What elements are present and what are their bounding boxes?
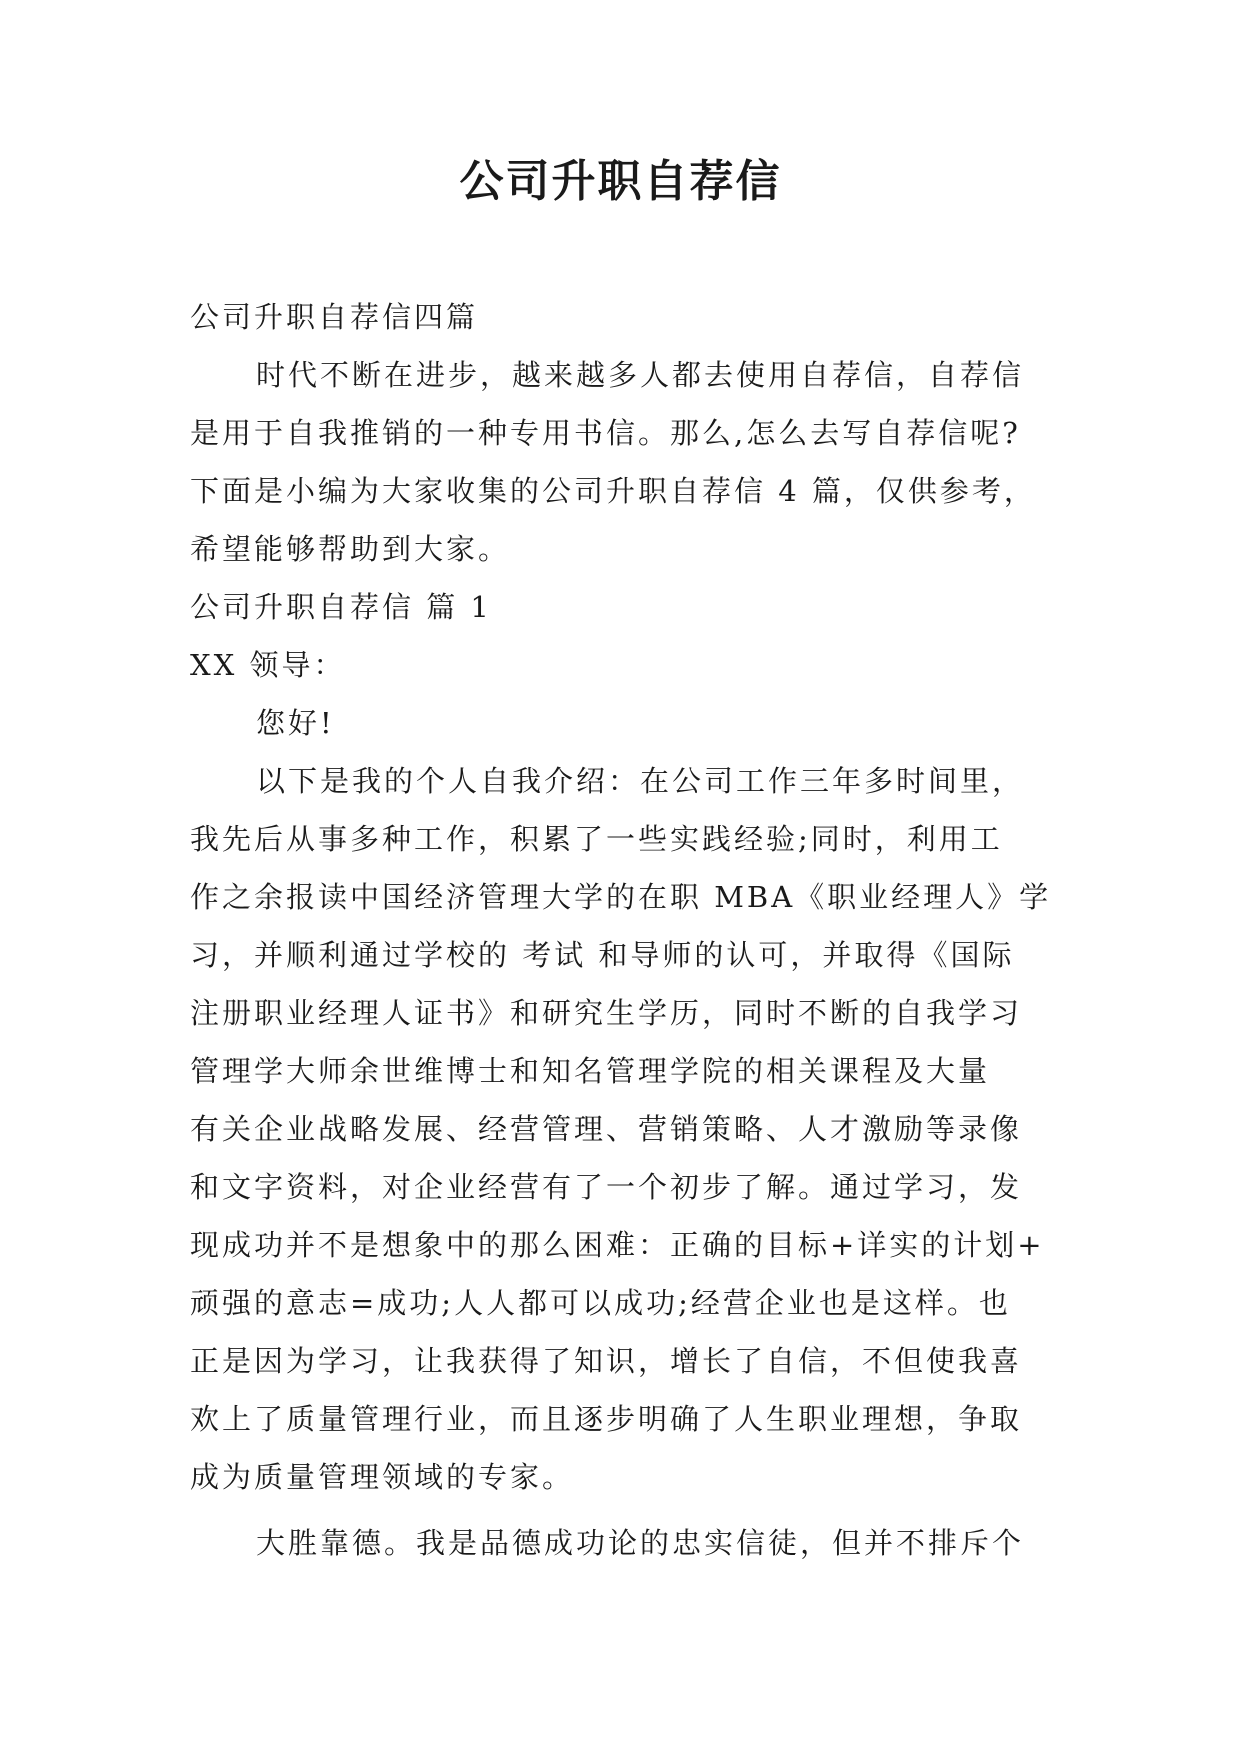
document-title: 公司升职自荐信	[459, 156, 782, 207]
paragraph-line: 顽强的意志=成功;人人都可以成功;经营企业也是这样。也	[190, 1286, 1011, 1320]
paragraph-line: 下面是小编为大家收集的公司升职自荐信 4 篇，仅供参考，	[190, 474, 1036, 508]
document-body	[190, 288, 1070, 1572]
paragraph-line: 我先后从事多种工作，积累了一些实践经验;同时，利用工	[190, 822, 1003, 856]
paragraph-line: 注册职业经理人证书》和研究生学历，同时不断的自我学习	[190, 996, 1023, 1030]
paragraph-line: 是用于自我推销的一种专用书信。那么,怎么去写自荐信呢?	[190, 416, 1021, 450]
paragraph-line: 大胜靠德。我是品德成功论的忠实信徒，但并不排斥个	[256, 1526, 1025, 1560]
section-heading: 公司升职自荐信 篇 1	[190, 590, 492, 624]
paragraph-line: 希望能够帮助到大家。	[190, 532, 511, 566]
paragraph-line: 成为质量管理领域的专家。	[190, 1460, 575, 1494]
paragraph-line: 作之余报读中国经济管理大学的在职 MBA《职业经理人》学	[190, 880, 1052, 914]
paragraph-line: 现成功并不是想象中的那么困难：正确的目标+详实的计划+	[190, 1228, 1045, 1262]
paragraph-line: 以下是我的个人自我介绍：在公司工作三年多时间里，	[256, 764, 1025, 798]
paragraph-line: 时代不断在进步，越来越多人都去使用自荐信，自荐信	[256, 358, 1025, 392]
paragraph-line: 正是因为学习，让我获得了知识，增长了自信，不但使我喜	[190, 1344, 1023, 1378]
paragraph-line: 管理学大师余世维博士和知名管理学院的相关课程及大量	[190, 1054, 991, 1088]
subtitle-line: 公司升职自荐信四篇	[190, 300, 479, 334]
paragraph-line: 和文字资料，对企业经营有了一个初步了解。通过学习，发	[190, 1170, 1023, 1204]
paragraph-line: 有关企业战略发展、经营管理、营销策略、人才激励等录像	[190, 1112, 1023, 1146]
paragraph-line: 欢上了质量管理行业，而且逐步明确了人生职业理想，争取	[190, 1402, 1023, 1436]
greeting-line: 您好!	[256, 706, 335, 740]
salutation-line: XX 领导：	[190, 648, 346, 682]
paragraph-line: 习，并顺利通过学校的 考试 和导师的认可，并取得《国际	[190, 938, 1015, 972]
